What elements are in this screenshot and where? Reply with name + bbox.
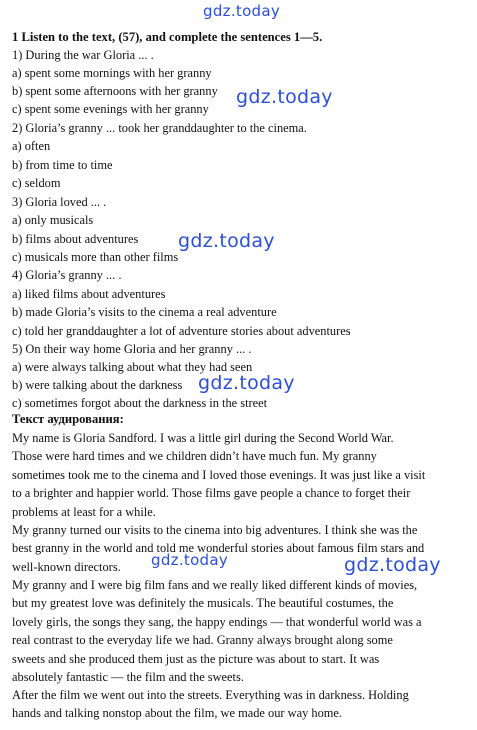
watermark-overlay: gdz.today bbox=[178, 230, 275, 252]
question-4-stem: 4) Gloria’s granny ... . bbox=[12, 268, 122, 282]
transcript-paragraph-4 bbox=[12, 686, 472, 723]
transcript-line: sometimes took me to the cinema and I loved those evenings. It was just like a visit bbox=[12, 467, 426, 482]
transcript-line: real contrast to the everyday life we had. Granny always brought along some bbox=[12, 633, 393, 648]
transcript-line: My granny turned our visits to the cinema into big adventures. I think she was the bbox=[12, 523, 418, 537]
question-4-option-b: b) made Gloria’s visits to the cinema a real adventure bbox=[12, 305, 277, 319]
question-5-stem: 5) On their way home Gloria and her granny ... . bbox=[12, 342, 252, 356]
transcript-line: to a brighter and happier world. Those films gave people a chance to forget their bbox=[12, 486, 411, 501]
question-5-option-a: a) were always talking about what they had seen bbox=[12, 360, 253, 374]
question-4-option-a: a) liked films about adventures bbox=[12, 287, 166, 301]
transcript-heading: Текст аудирования: bbox=[12, 412, 124, 426]
question-3-stem: 3) Gloria loved ... . bbox=[12, 195, 107, 209]
question-3-option-a: a) only musicals bbox=[12, 213, 94, 227]
transcript-line: problems at least for a while. bbox=[12, 504, 156, 519]
exercise-title: 1 Listen to the text, (57), and complete the sentences 1—5. bbox=[12, 30, 323, 44]
question-1-option-b: b) spent some afternoons with her granny bbox=[12, 84, 218, 98]
question-2-stem: 2) Gloria’s granny ... took her granddaughter to the cinema. bbox=[12, 121, 307, 135]
question-1-option-a: a) spent some mornings with her granny bbox=[12, 66, 212, 80]
transcript-line: Those were hard times and we children didn’t have much fun. My granny bbox=[12, 449, 377, 464]
transcript-line: sweets and she produced them just as the picture was about to start. It was bbox=[12, 651, 380, 666]
question-4-option-c: c) told her granddaughter a lot of adventure stories about adventures bbox=[12, 324, 351, 338]
question-5-option-c: c) sometimes forgot about the darkness in the street bbox=[12, 396, 268, 410]
transcript-paragraph-3 bbox=[12, 576, 472, 686]
watermark-overlay: gdz.today bbox=[236, 86, 333, 108]
question-2-option-c: c) seldom bbox=[12, 176, 61, 190]
transcript-line: hands and talking nonstop about the film, we made our way home. bbox=[12, 706, 343, 721]
question-5-option-b: b) were talking about the darkness bbox=[12, 378, 183, 392]
question-1-option-c: c) spent some evenings with her granny bbox=[12, 102, 209, 116]
watermark-overlay: gdz.today bbox=[344, 554, 441, 576]
transcript-line: lovely girls, the songs they sang, the happy endings — that wonderful world was a bbox=[12, 614, 422, 629]
question-3-option-c: c) musicals more than other films bbox=[12, 250, 179, 264]
question-1-stem: 1) During the war Gloria ... . bbox=[12, 48, 154, 62]
transcript-line: well-known directors. bbox=[12, 559, 121, 574]
transcript-line: After the film we went out into the streets. Everything was in darkness. Holding bbox=[12, 688, 409, 702]
question-3-option-b: b) films about adventures bbox=[12, 232, 139, 246]
transcript-line: My name is Gloria Sandford. I was a little girl during the Second World War. bbox=[12, 431, 394, 445]
question-2-option-a: a) often bbox=[12, 139, 51, 153]
watermark-top: gdz.today bbox=[203, 2, 281, 20]
transcript-line: absolutely fantastic — the film and the sweets. bbox=[12, 670, 244, 685]
transcript-line: My granny and I were big film fans and we really liked different kinds of movies, bbox=[12, 578, 418, 592]
watermark-overlay: gdz.today bbox=[151, 551, 229, 569]
transcript-line: but my greatest love was definitely the musicals. The beautiful costumes, the bbox=[12, 596, 394, 611]
transcript-line: best granny in the world and told me wonderful stories about famous film stars and bbox=[12, 541, 425, 556]
transcript-paragraph-1 bbox=[12, 429, 472, 521]
watermark-overlay: gdz.today bbox=[198, 372, 295, 394]
question-2-option-b: b) from time to time bbox=[12, 158, 113, 172]
